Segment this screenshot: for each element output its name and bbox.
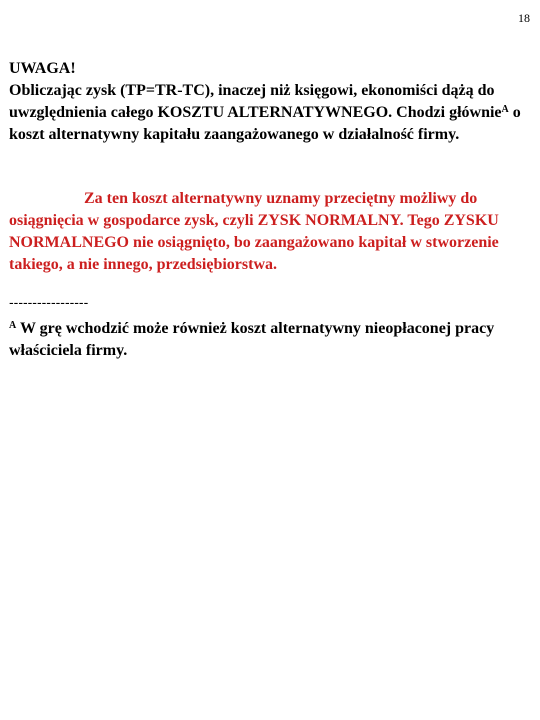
footnote-reference-mark: A [501,104,509,115]
warning-body [9,80,531,146]
footnote [9,318,531,362]
normal-profit-text: Za ten koszt alternatywny uznamy przeciętny możliwy do osiągnięcia w gospodarce zysk, czyli ZYSK NORMALNY. Tego ZYSKU NORMALNEGO nie osiągnięto, bo zaangażowano kapitał w stworzenie takiego, a nie innego, przedsiębiorstwa. [9,190,499,273]
warning-heading: UWAGA! [9,60,76,77]
footnote-text: W grę wchodzić może również koszt alternatywny nieopłaconej pracy właściciela firmy. [9,320,495,359]
page-number: 18 [518,11,530,25]
footnote-mark: A [9,320,17,331]
warning-paragraph [9,58,531,146]
warning-text-after-mark: o koszt alternatywny kapitału zaangażowanego w działalność firmy. [9,104,521,143]
footnote-divider: ----------------- [9,294,89,310]
warning-text-before-mark: Obliczając zysk (TP=TR-TC), inaczej niż księgowi, ekonomiści dążą do uwzględnienia całego KOSZTU ALTERNATYWNEGO. Chodzi głównie [9,82,502,121]
normal-profit-paragraph [9,188,531,276]
